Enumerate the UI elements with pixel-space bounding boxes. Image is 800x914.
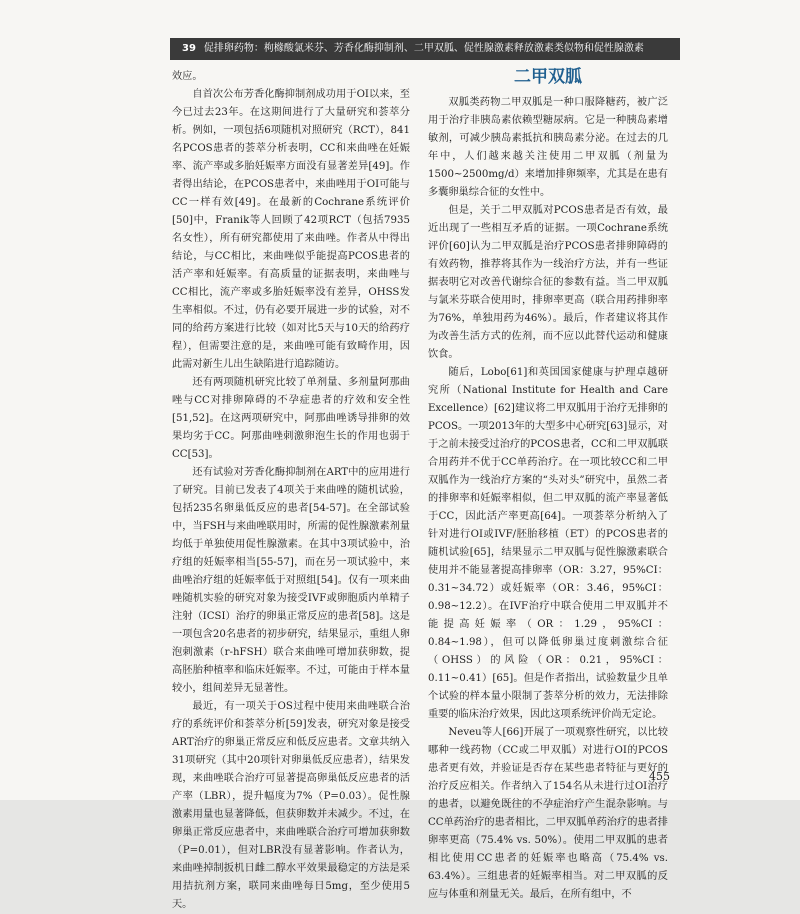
paragraph: 最近，有一项关于OS过程中使用来曲唑联合治疗的系统评价和荟萃分析[59]发表，研究对象是接受ART治疗的卵巢正常反应和低反应患者。文章共纳入31项研究（其中20项针对卵巢低反应患者），结果发现，来曲唑联合治疗可显著提高卵巢低反应患者的活产率（LBR），提升幅度为7%（P=0.03）。促性腺激素用量也显著降低，但获卵数并未减少。不过，在卵巢正常反应患者中，来曲唑联合治疗可增加获卵数（P=0.01），但对LBR没有显著影响。作者认为，来曲唑掉制扳机日雌二醇水平效果最稳定的方法是采用拮抗剂方案，联同来曲唑每日5mg，至少使用5天。 xyxy=(172,701,410,910)
running-header xyxy=(170,38,680,60)
paragraph: 随后，Lobo[61]和英国国家健康与护理卓越研究所（National Institute for Health and Care Excellence）[62]建议将二甲双胍用于治疗无排卵的PCOS。一项2013年的大型多中心研究[63]显示，对于之前未接受过治疗的PCOS患者，CC和二甲双胍联合用药并不优于CC单药治疗。在一项比较CC和二甲双胍作为一线治疗方案的“头对头”研究中，虽然二者的排卵率和妊娠率相似，但二甲双胍的流产率显著低于CC，因此活产率更高[64]。一项荟萃分析纳入了针对进行OI或IVF/胚胎移植（ET）的PCOS患者的随机试验[65]，结果显示二甲双胍与促性腺激素联合使用并不能显著提高排卵率（OR：3.27，95%CI：0.31~34.72）或妊娠率（OR：3.46，95%CI：0.98~12.2）。在IVF治疗中联合使用二甲双胍并不能提高妊娠率（OR：1.29，95%CI：0.84~1.98），但可以降低卵巢过度刺激综合征（OHSS）的风险（OR：0.21，95%CI：0.11~0.41）[65]。但是作者指出，试验数量少且单个试验的样本量小限制了荟萃分析的效力，无法排除重要的临床治疗效果，因此这项系统评价尚无定论。 xyxy=(428,367,668,720)
paragraph: Neveu等人[66]开展了一项观察性研究，以比较哪种一线药物（CC或二甲双胍）对进行OI的PCOS患者更有效，并验证是否存在某些患者特征与更好的治疗反应相关。作者纳入了154名从未进行过OI治疗的患者，以避免既往的不孕症治疗产生混杂影响。与CC单药治疗的患者相比，二甲双胍单药治疗的患者排卵率更高（75.4% vs. 50%）。使用二甲双胍的患者相比使用CC患者的妊娠率也略高（75.4% vs. 63.4%）。三组患者的妊娠率相当。对二甲双胍的反应与体重和剂量无关。最后，在所有组中，不 xyxy=(428,727,668,900)
chapter-title: 促排卵药物：枸橼酸氯米芬、芳香化酶抑制剂、二甲双胍、促性腺激素释放激素类似物和促性腺激素 xyxy=(203,43,644,54)
page-number: 455 xyxy=(649,770,670,783)
paragraph: 还有两项随机研究比较了单剂量、多剂量阿那曲唑与CC对排卵障碍的不孕症患者的疗效和安全性[51,52]。在这两项研究中，阿那曲唑诱导排卵的效果均劣于CC。阿那曲唑刺激卵泡生长的作用也弱于CC[53]。 xyxy=(172,377,410,460)
paragraph: 但是，关于二甲双胍对PCOS患者是否有效，最近出现了一些相互矛盾的证据。一项Cochrane系统评价[60]认为二甲双胍是治疗PCOS患者排卵障碍的有效药物，推荐将其作为一线治疗方法，并有一些证据表明它对改善代谢综合征的参数有益。当二甲双胍与氯米芬联合使用时，排卵率更高（联合用药排卵率为76%，单独用药为46%）。最后，作者建议将其作为改善生活方式的佐剂，而不应以此替代运动和健康饮食。 xyxy=(428,205,668,360)
paragraph: 效应。 xyxy=(172,71,203,82)
left-column xyxy=(172,68,410,914)
section-title: 二甲双胍 xyxy=(514,67,582,87)
paragraph: 还有试验对芳香化酶抑制剂在ART中的应用进行了研究。目前已发表了4项关于来曲唑的随机试验，包括235名卵巢低反应的患者[54-57]。在全部试验中，当FSH与来曲唑联用时，所需的促性腺激素剂量均低于单独使用促性腺激素。在其中3项试验中，治疗组的妊娠率相当[55-57]，而在另一项试验中，来曲唑治疗组的妊娠率低于对照组[54]。仅有一项来曲唑随机实验的研究对象为接受IVF或卵胞质内单精子注射（ICSI）治疗的卵巢正常反应的患者[58]。这是一项包含20名患者的初步研究，结果显示，重组人卵泡刺激素（r-hFSH）联合来曲唑可增加获卵数，提高胚胎种植率和临床妊娠率。不过，可能由于样本量较小，组间差异无显著性。 xyxy=(172,467,410,694)
paragraph: 双胍类药物二甲双胍是一种口服降糖药，被广泛用于治疗非胰岛素依赖型糖尿病。它是一种胰岛素增敏剂，可减少胰岛素抵抗和胰岛素分泌。在过去的几年中，人们越来越关注使用二甲双胍（剂量为1500~2500mg/d）来增加排卵频率，尤其是在患有多囊卵巢综合征的女性中。 xyxy=(428,97,668,198)
paragraph: 自首次公布芳香化酶抑制剂成功用于OI以来，至今已过去23年。在这期间进行了大量研究和荟萃分析。例如，一项包括6项随机对照研究（RCT），841名PCOS患者的荟萃分析表明，CC和来曲唑在妊娠率、流产率或多胎妊娠率方面没有显著差异[49]。作者得出结论，在PCOS患者中，来曲唑用于OI可能与CC一样有效[49]。在最新的Cochrane系统评价[50]中，Franik等人回顾了42项RCT（包括7935名女性），所有研究都使用了来曲唑。作者从中得出结论，与CC相比，来曲唑似乎能提高PCOS患者的活产率和妊娠率。有高质量的证据表明，来曲唑与CC相比，流产率或多胎妊娠率没有差异，OHSS发生率相似。不过，仍有必要开展进一步的试验，对不同的给药方案进行比较（如对比5天与10天的给药疗程），但需要注意的是，来曲唑可能有致畸作用，因此需对新生儿出生缺陷进行追踪随访。 xyxy=(172,89,410,370)
chapter-number: 39 xyxy=(182,43,196,54)
